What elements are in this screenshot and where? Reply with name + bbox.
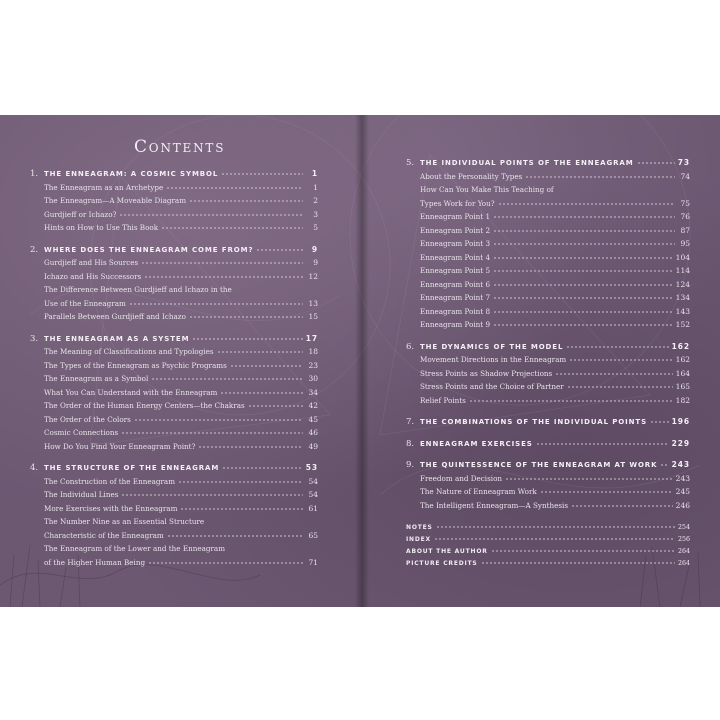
chapter-title: WHERE DOES THE ENNEAGRAM COME FROM? bbox=[44, 245, 254, 254]
toc-entry[interactable] bbox=[30, 299, 318, 313]
toc-entry[interactable] bbox=[30, 490, 318, 504]
toc-chapter-heading[interactable] bbox=[30, 245, 318, 259]
toc-entry[interactable] bbox=[30, 388, 318, 402]
chapter-number: 1. bbox=[30, 169, 39, 179]
toc-entry[interactable] bbox=[406, 307, 690, 321]
entry-page-number: 95 bbox=[680, 239, 690, 248]
entry-title: Enneagram Point 3 bbox=[420, 239, 491, 248]
dot-leader bbox=[220, 392, 303, 394]
chapter-title: THE QUINTESSENCE OF THE ENNEAGRAM AT WORK bbox=[420, 461, 658, 469]
back-matter-entry[interactable] bbox=[406, 536, 690, 548]
book-gutter bbox=[355, 115, 369, 607]
dot-leader bbox=[144, 276, 303, 278]
dot-leader bbox=[493, 257, 673, 259]
toc-section bbox=[406, 158, 690, 334]
entry-title: Parallels Between Gurdjieff and Ichazo bbox=[44, 312, 186, 321]
toc-entry[interactable] bbox=[30, 442, 318, 456]
dot-leader bbox=[230, 365, 303, 367]
entry-title: More Exercises with the Enneagram bbox=[44, 503, 178, 513]
entry-page-number: 12 bbox=[308, 271, 318, 281]
entry-title: The Number Nine as an Essential Structure bbox=[44, 517, 205, 526]
dot-leader bbox=[660, 464, 668, 466]
dot-leader bbox=[141, 262, 303, 264]
toc-entry[interactable] bbox=[30, 401, 318, 415]
chapter-page-number: 17 bbox=[305, 333, 318, 343]
toc-entry[interactable] bbox=[406, 369, 690, 383]
entry-page-number: 76 bbox=[680, 212, 690, 221]
back-matter-entry[interactable] bbox=[406, 524, 690, 536]
entry-title: Stress Points as Shadow Projections bbox=[420, 368, 553, 378]
entry-page-number: 3 bbox=[313, 209, 318, 219]
toc-entry[interactable] bbox=[406, 474, 690, 488]
entry-page-number: 104 bbox=[675, 252, 690, 262]
dot-leader bbox=[119, 214, 303, 216]
toc-entry[interactable] bbox=[30, 428, 318, 442]
book-spread bbox=[0, 115, 720, 607]
back-matter-page-number: 264 bbox=[677, 560, 690, 567]
entry-title: Enneagram Point 6 bbox=[420, 279, 491, 289]
toc-entry[interactable] bbox=[30, 374, 318, 388]
dot-leader bbox=[434, 538, 675, 540]
dot-leader bbox=[491, 550, 675, 552]
dot-leader bbox=[566, 346, 668, 348]
entry-page-number: 245 bbox=[675, 487, 690, 496]
entry-title: The Meaning of Classifications and Typologies bbox=[44, 347, 214, 356]
dot-leader bbox=[493, 270, 673, 272]
entry-title: The Difference Between Gurdjieff and Ichazo in the bbox=[44, 285, 232, 294]
dot-leader bbox=[189, 200, 303, 202]
entry-page-number: 134 bbox=[675, 293, 690, 302]
toc-entry[interactable] bbox=[406, 253, 690, 267]
entry-page-number: 143 bbox=[675, 306, 690, 316]
dot-leader bbox=[555, 373, 672, 375]
entry-page-number: 246 bbox=[675, 500, 690, 510]
toc-entry[interactable] bbox=[406, 501, 690, 515]
entry-title: The Order of the Colors bbox=[44, 414, 131, 424]
entry-title: About the Personality Types bbox=[420, 171, 523, 181]
toc-entry[interactable] bbox=[30, 504, 318, 518]
chapter-title: THE INDIVIDUAL POINTS OF THE ENNEAGRAM bbox=[420, 159, 634, 167]
entry-title: The Enneagram as a Symbol bbox=[44, 374, 149, 383]
entry-title: Enneagram Point 9 bbox=[420, 320, 491, 329]
back-matter-title: NOTES bbox=[406, 524, 433, 531]
chapter-number: 3. bbox=[30, 333, 39, 344]
entry-title: The Nature of Enneagram Work bbox=[420, 487, 537, 496]
entry-title: Movement Directions in the Enneagram bbox=[420, 355, 567, 364]
dot-leader bbox=[436, 526, 675, 528]
chapter-title: THE COMBINATIONS OF THE INDIVIDUAL POINTS bbox=[420, 418, 648, 426]
entry-title: The Enneagram of the Lower and the Enneagram bbox=[44, 544, 226, 553]
chapter-title: THE STRUCTURE OF THE ENNEAGRAM bbox=[44, 464, 220, 472]
toc-section bbox=[406, 439, 690, 453]
entry-page-number: 61 bbox=[308, 503, 318, 513]
toc-section bbox=[30, 245, 318, 326]
entry-page-number: 15 bbox=[308, 312, 318, 321]
toc-entry[interactable] bbox=[30, 223, 318, 237]
entry-page-number: 54 bbox=[308, 476, 318, 486]
dot-leader bbox=[178, 481, 303, 483]
dot-leader bbox=[167, 535, 303, 537]
entry-title: Relief Points bbox=[420, 395, 466, 405]
back-matter-title: ABOUT THE AUTHOR bbox=[406, 548, 488, 555]
toc-chapter-heading[interactable] bbox=[30, 169, 318, 183]
chapter-title: THE DYNAMICS OF THE MODEL bbox=[420, 342, 564, 351]
dot-leader bbox=[493, 243, 675, 245]
toc-entry[interactable] bbox=[406, 266, 690, 280]
toc-entry[interactable] bbox=[30, 517, 318, 531]
entry-page-number: 5 bbox=[313, 223, 318, 232]
dot-leader bbox=[498, 203, 675, 205]
dot-leader bbox=[256, 249, 303, 251]
entry-title: of the Higher Human Being bbox=[44, 557, 146, 567]
entry-page-number: 9 bbox=[313, 258, 318, 267]
entry-page-number: 54 bbox=[308, 490, 318, 499]
chapter-title: ENNEAGRAM EXERCISES bbox=[420, 439, 533, 448]
toc-section bbox=[30, 463, 318, 571]
toc-left bbox=[30, 169, 318, 579]
entry-page-number: 2 bbox=[313, 196, 318, 205]
entry-title: The Individual Lines bbox=[44, 490, 119, 499]
chapter-number: 5. bbox=[406, 158, 415, 168]
entry-title: Enneagram Point 5 bbox=[420, 266, 491, 275]
toc-entry[interactable] bbox=[406, 293, 690, 307]
toc-entry[interactable] bbox=[406, 487, 690, 501]
toc-chapter-heading[interactable] bbox=[30, 463, 318, 477]
dot-leader bbox=[166, 187, 303, 189]
dot-leader bbox=[161, 227, 303, 229]
entry-page-number: 152 bbox=[675, 320, 690, 329]
entry-page-number: 182 bbox=[675, 395, 690, 405]
back-matter-page-number: 254 bbox=[677, 524, 690, 531]
back-matter-title: INDEX bbox=[406, 536, 431, 543]
entry-title: The Enneagram—A Moveable Diagram bbox=[44, 196, 187, 205]
toc-entry[interactable] bbox=[30, 285, 318, 299]
toc-section bbox=[406, 342, 690, 410]
dot-leader bbox=[536, 443, 669, 445]
entry-title: The Intelligent Enneagram—A Synthesis bbox=[420, 500, 569, 510]
dot-leader bbox=[493, 311, 673, 313]
dot-leader bbox=[180, 508, 303, 510]
chapter-page-number: 162 bbox=[671, 341, 690, 351]
toc-entry[interactable] bbox=[406, 212, 690, 226]
dot-leader bbox=[469, 400, 673, 402]
entry-title: Gurdjieff and His Sources bbox=[44, 258, 139, 267]
dot-leader bbox=[505, 478, 673, 480]
dot-leader bbox=[493, 284, 673, 286]
entry-page-number: 74 bbox=[680, 171, 690, 181]
toc-entry[interactable] bbox=[406, 226, 690, 240]
dot-leader bbox=[481, 562, 675, 564]
chapter-page-number: 53 bbox=[305, 463, 318, 472]
toc-entry[interactable] bbox=[30, 347, 318, 361]
entry-page-number: 13 bbox=[308, 298, 318, 308]
entry-page-number: 114 bbox=[675, 266, 690, 275]
back-matter-page-number: 256 bbox=[677, 536, 690, 543]
entry-title: Enneagram Point 8 bbox=[420, 306, 491, 316]
dot-leader bbox=[189, 316, 303, 318]
dot-leader bbox=[121, 494, 303, 496]
entry-title: Enneagram Point 2 bbox=[420, 225, 491, 235]
entry-title: What You Can Understand with the Enneagram bbox=[44, 387, 218, 397]
entry-page-number: 49 bbox=[308, 441, 318, 451]
entry-page-number: 1 bbox=[313, 182, 318, 192]
entry-title: Stress Points and the Choice of Partner bbox=[420, 382, 564, 391]
toc-section bbox=[30, 169, 318, 237]
entry-page-number: 34 bbox=[308, 387, 318, 397]
entry-title: Cosmic Connections bbox=[44, 428, 119, 437]
toc-entry[interactable] bbox=[30, 272, 318, 286]
entry-title: Freedom and Decision bbox=[420, 473, 503, 483]
chapter-page-number: 9 bbox=[311, 244, 318, 254]
entry-title: How Do You Find Your Enneagram Point? bbox=[44, 441, 196, 451]
toc-entry[interactable] bbox=[406, 320, 690, 334]
toc-entry[interactable] bbox=[30, 415, 318, 429]
back-matter-page-number: 264 bbox=[677, 548, 690, 555]
entry-page-number: 18 bbox=[308, 347, 318, 356]
dot-leader bbox=[121, 432, 303, 434]
entry-title: Use of the Enneagram bbox=[44, 298, 126, 308]
toc-entry[interactable] bbox=[30, 477, 318, 491]
dot-leader bbox=[493, 297, 673, 299]
entry-title: How Can You Make This Teaching of bbox=[420, 185, 554, 194]
entry-title: Ichazo and His Successors bbox=[44, 271, 142, 281]
toc-entry[interactable] bbox=[30, 312, 318, 326]
contents-title: Contents bbox=[134, 137, 226, 157]
entry-page-number: 87 bbox=[680, 225, 690, 235]
entry-page-number: 45 bbox=[308, 414, 318, 424]
toc-entry[interactable] bbox=[30, 531, 318, 545]
toc-entry[interactable] bbox=[30, 361, 318, 375]
toc-chapter-heading[interactable] bbox=[406, 342, 690, 356]
toc-chapter-heading[interactable] bbox=[30, 334, 318, 348]
entry-page-number: 23 bbox=[308, 360, 318, 370]
entry-title: The Types of the Enneagram as Psychic Programs bbox=[44, 360, 227, 370]
toc-entry[interactable] bbox=[406, 382, 690, 396]
chapter-page-number: 196 bbox=[671, 417, 690, 426]
chapter-page-number: 229 bbox=[671, 438, 690, 448]
chapter-number: 8. bbox=[406, 438, 415, 449]
toc-entry[interactable] bbox=[406, 396, 690, 410]
entry-title: Gurdjieff or Ichazo? bbox=[44, 209, 117, 219]
entry-title: The Construction of the Enneagram bbox=[44, 476, 176, 486]
toc-chapter-heading[interactable] bbox=[406, 158, 690, 172]
toc-entry[interactable] bbox=[406, 172, 690, 186]
toc-entry[interactable] bbox=[30, 258, 318, 272]
toc-entry[interactable] bbox=[406, 280, 690, 294]
dot-leader bbox=[248, 405, 303, 407]
dot-leader bbox=[129, 303, 303, 305]
dot-leader bbox=[569, 359, 672, 361]
dot-leader bbox=[493, 324, 673, 326]
chapter-title: THE ENNEAGRAM: A COSMIC SYMBOL bbox=[44, 170, 219, 178]
entry-page-number: 124 bbox=[675, 279, 690, 289]
back-matter bbox=[406, 524, 690, 572]
back-matter-title: PICTURE CREDITS bbox=[406, 560, 478, 567]
chapter-number: 4. bbox=[30, 463, 39, 473]
dot-leader bbox=[637, 162, 675, 164]
dot-leader bbox=[493, 230, 675, 232]
toc-entry[interactable] bbox=[30, 196, 318, 210]
chapter-title: THE ENNEAGRAM AS A SYSTEM bbox=[44, 334, 190, 343]
toc-entry[interactable] bbox=[406, 185, 690, 199]
toc-entry[interactable] bbox=[30, 210, 318, 224]
chapter-number: 9. bbox=[406, 460, 415, 470]
entry-title: The Order of the Human Energy Centers—the Chakras bbox=[44, 401, 245, 410]
entry-page-number: 164 bbox=[675, 368, 690, 378]
dot-leader bbox=[192, 338, 302, 340]
toc-entry[interactable] bbox=[406, 239, 690, 253]
toc-entry[interactable] bbox=[406, 199, 690, 213]
dot-leader bbox=[198, 446, 303, 448]
dot-leader bbox=[222, 467, 303, 469]
entry-page-number: 75 bbox=[680, 198, 690, 208]
toc-section bbox=[406, 460, 690, 514]
chapter-number: 6. bbox=[406, 341, 415, 352]
chapter-page-number: 1 bbox=[311, 169, 318, 178]
entry-page-number: 42 bbox=[308, 401, 318, 410]
toc-entry[interactable] bbox=[30, 183, 318, 197]
entry-page-number: 162 bbox=[675, 355, 690, 364]
toc-chapter-heading[interactable] bbox=[406, 460, 690, 474]
entry-page-number: 243 bbox=[675, 473, 690, 483]
dot-leader bbox=[493, 216, 675, 218]
entry-title: Characteristic of the Enneagram bbox=[44, 530, 164, 540]
entry-title: The Enneagram as an Archetype bbox=[44, 182, 164, 192]
entry-title: Enneagram Point 4 bbox=[420, 252, 491, 262]
toc-entry[interactable] bbox=[30, 544, 318, 558]
entry-title: Enneagram Point 7 bbox=[420, 293, 491, 302]
chapter-number: 7. bbox=[406, 417, 415, 427]
dot-leader bbox=[134, 419, 303, 421]
chapter-page-number: 243 bbox=[671, 460, 690, 469]
entry-page-number: 30 bbox=[308, 374, 318, 383]
back-matter-entry[interactable] bbox=[406, 560, 690, 572]
entry-title: Hints on How to Use This Book bbox=[44, 223, 159, 232]
toc-chapter-heading[interactable] bbox=[406, 439, 690, 453]
entry-title: Enneagram Point 1 bbox=[420, 212, 491, 221]
toc-section bbox=[30, 334, 318, 456]
toc-right bbox=[406, 158, 690, 572]
toc-section bbox=[406, 417, 690, 431]
back-matter-entry[interactable] bbox=[406, 548, 690, 560]
entry-page-number: 65 bbox=[308, 530, 318, 540]
toc-entry[interactable] bbox=[406, 355, 690, 369]
dot-leader bbox=[525, 176, 675, 178]
dot-leader bbox=[567, 386, 673, 388]
toc-entry[interactable] bbox=[30, 558, 318, 572]
entry-title: Types Work for You? bbox=[420, 198, 495, 208]
toc-chapter-heading[interactable] bbox=[406, 417, 690, 431]
dot-leader bbox=[217, 351, 303, 353]
chapter-page-number: 73 bbox=[677, 158, 690, 167]
entry-page-number: 71 bbox=[308, 557, 318, 567]
dot-leader bbox=[571, 505, 673, 507]
chapter-number: 2. bbox=[30, 244, 39, 255]
entry-page-number: 165 bbox=[675, 382, 690, 391]
dot-leader bbox=[151, 378, 303, 380]
entry-page-number: 46 bbox=[308, 428, 318, 437]
dot-leader bbox=[148, 562, 303, 564]
dot-leader bbox=[221, 173, 303, 175]
dot-leader bbox=[650, 421, 669, 423]
dot-leader bbox=[540, 491, 673, 493]
